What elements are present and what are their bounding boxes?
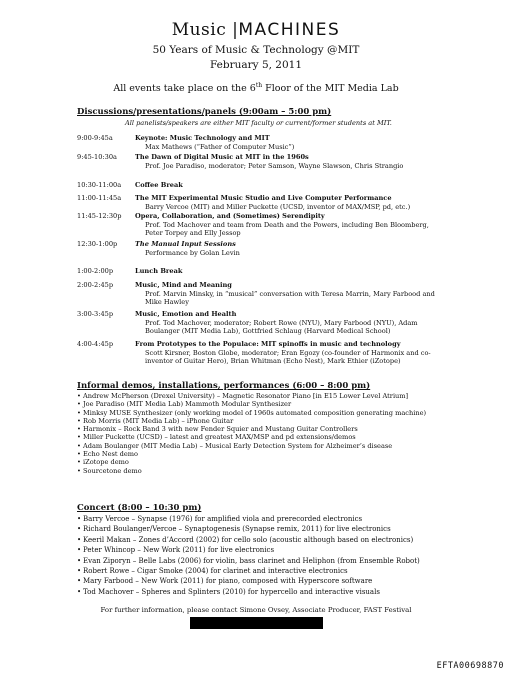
- schedule-detail: Prof. Tod Machover, moderator; Robert Rowe (NYU), Mary Farbood (NYU), Adam: [145, 318, 418, 327]
- redaction-bar: [190, 617, 323, 629]
- concert-item: • Keeril Makan – Zones d’Accord (2002) for cello solo (acoustic although based on electronics): [77, 535, 437, 545]
- footer-contact: For further information, please contact Simone Ovsey, Associate Producer, FAST Festival: [100, 606, 412, 614]
- schedule-detail: Peter Torpey and Elly Jessop: [145, 229, 241, 238]
- schedule-title: Keynote: Music Technology and MIT: [135, 134, 270, 142]
- discussions-heading: Discussions/presentations/panels (9:00am – 5:00 pm): [77, 107, 332, 117]
- demo-item: • Miller Puckette (UCSD) – latest and greatest MAX/MSP and pd extensions/demos: [77, 433, 437, 441]
- schedule-time: 3:00-3:45p: [77, 310, 114, 318]
- schedule-time: 2:00-2:45p: [77, 281, 114, 289]
- schedule-detail: Mike Hawley: [145, 298, 189, 307]
- title-machines: MACHINES: [238, 20, 341, 40]
- schedule-content: [135, 153, 435, 170]
- schedule-title: Music, Emotion and Health: [135, 310, 237, 318]
- concert-item: • Mary Farbood – New Work (2011) for piano, composed with Hyperscore software: [77, 576, 437, 586]
- schedule-detail: Barry Vercoe (MIT) and Miller Puckette (UCSD, inventor of MAX/MSP, pd, etc.): [145, 202, 411, 211]
- schedule-time: 4:00-4:45p: [77, 340, 114, 348]
- schedule-time: 11:45-12:30p: [77, 212, 122, 220]
- demo-item: • Minksy MUSE Synthesizer (only working model of 1960s automated composition generating machine): [77, 409, 437, 417]
- schedule-title: Opera, Collaboration, and (Sometimes) Serendipity: [135, 212, 325, 220]
- schedule-content: [135, 310, 435, 336]
- schedule-title: The Manual Input Sessions: [135, 240, 236, 248]
- schedule-detail: Prof. Tod Machover and team from Death and the Powers, including Ben Bloomberg,: [145, 220, 429, 229]
- schedule-detail: Prof. Joe Paradiso, moderator; Peter Samson, Wayne Slawson, Chris Strangio: [145, 161, 404, 170]
- schedule-content: [135, 194, 435, 211]
- demo-item: • Harmonix – Rock Band 3 with new Fender Squier and Mustang Guitar Controllers: [77, 425, 437, 433]
- schedule-content: [135, 212, 435, 238]
- demo-item: • Joe Paradiso (MIT Media Lab) Mammoth Modular Synthesizer: [77, 400, 437, 408]
- event-date: February 5, 2011: [209, 59, 303, 71]
- schedule-title: Music, Mind and Meaning: [135, 281, 232, 289]
- concert-item: • Tod Machover – Spheres and Splinters (2010) for hypercello and interactive visuals: [77, 587, 437, 597]
- schedule-time: 10:30-11:00a: [77, 181, 122, 189]
- concert-list: [77, 514, 437, 597]
- schedule-title: Coffee Break: [135, 181, 183, 189]
- concert-item: • Barry Vercoe – Synapse (1976) for amplified viola and prerecorded electronics: [77, 514, 437, 524]
- schedule-content: [135, 340, 435, 366]
- schedule-detail: Scott Kirsner, Boston Globe, moderator; Eran Egozy (co-founder of Harmonix and co-: [145, 348, 431, 357]
- demo-item: • Sourcetone demo: [77, 467, 437, 475]
- schedule-time: 9:45-10:30a: [77, 153, 117, 161]
- demo-item: • Adam Boulanger (MIT Media Lab) – Musical Early Detection System for Alzheimer’s disease: [77, 442, 437, 450]
- demo-item: • Echo Nest demo: [77, 450, 437, 458]
- schedule-content: [135, 181, 435, 190]
- demo-item: • iZotope demo: [77, 458, 437, 466]
- concert-item: • Evan Ziporyn – Belle Labs (2006) for violin, bass clarinet and Heliphon (from Ensemble Robot): [77, 556, 437, 566]
- concert-item: • Robert Rowe – Cigar Smoke (2004) for clarinet and interactive electronics: [77, 566, 437, 576]
- concert-item: • Richard Boulanger/Vercoe – Synaptogenesis (Synapse remix, 2011) for live electronics: [77, 524, 437, 534]
- schedule-time: 9:00-9:45a: [77, 134, 113, 142]
- discussions-note: All panelists/speakers are either MIT faculty or current/former students at MIT.: [125, 119, 392, 127]
- venue-suffix: Floor of the MIT Media Lab: [262, 83, 399, 95]
- demo-item: • Rob Morris (MIT Media Lab) – iPhone Guitar: [77, 417, 437, 425]
- schedule-content: [135, 281, 435, 307]
- schedule-content: [135, 240, 435, 257]
- schedule-time: 12:30-1:00p: [77, 240, 118, 248]
- venue-line: [0, 82, 512, 94]
- concert-heading: Concert (8:00 – 10:30 pm): [77, 503, 202, 513]
- demo-item: • Andrew McPherson (Drexel University) – Magnetic Resonator Piano [in E15 Lower Level Atrium]: [77, 392, 437, 400]
- subtitle: 50 Years of Music & Technology @MIT: [152, 44, 360, 56]
- venue-sup: th: [255, 82, 263, 89]
- schedule-title: The Dawn of Digital Music at MIT in the 1960s: [135, 153, 309, 161]
- schedule-content: [135, 134, 435, 151]
- schedule-title: The MIT Experimental Music Studio and Live Computer Performance: [135, 194, 392, 202]
- schedule-detail: Max Mathews (“Father of Computer Music”): [145, 142, 295, 151]
- schedule-content: [135, 267, 435, 276]
- concert-item: • Peter Whincop – New Work (2011) for live electronics: [77, 545, 437, 555]
- schedule-detail: Prof. Marvin Minsky, in “musical” conversation with Teresa Marrin, Mary Farbood and: [145, 289, 435, 298]
- schedule-detail: Boulanger (MIT Media Lab), Gottfried Schlaug (Harvard Medical School): [145, 327, 391, 336]
- demos-list: [77, 392, 437, 475]
- schedule-title: Lunch Break: [135, 267, 183, 275]
- schedule-time: 11:00-11:45a: [77, 194, 122, 202]
- schedule-title: From Prototypes to the Populace: MIT spinoffs in music and technology: [135, 340, 401, 348]
- title-music: Music: [171, 20, 227, 40]
- venue-prefix: All events take place on the 6: [113, 83, 256, 95]
- bates-stamp: EFTA00698870: [436, 661, 504, 671]
- schedule-time: 1:00-2:00p: [77, 267, 114, 275]
- title-separator: |: [232, 20, 239, 40]
- schedule-detail: Performance by Golan Levin: [145, 248, 240, 257]
- demos-heading: Informal demos, installations, performances (6:00 – 8:00 pm): [77, 381, 371, 391]
- document-title: [0, 20, 512, 40]
- schedule-detail: inventor of Guitar Hero), Brian Whitman (Echo Nest), Mark Ethier (iZotope): [145, 357, 401, 366]
